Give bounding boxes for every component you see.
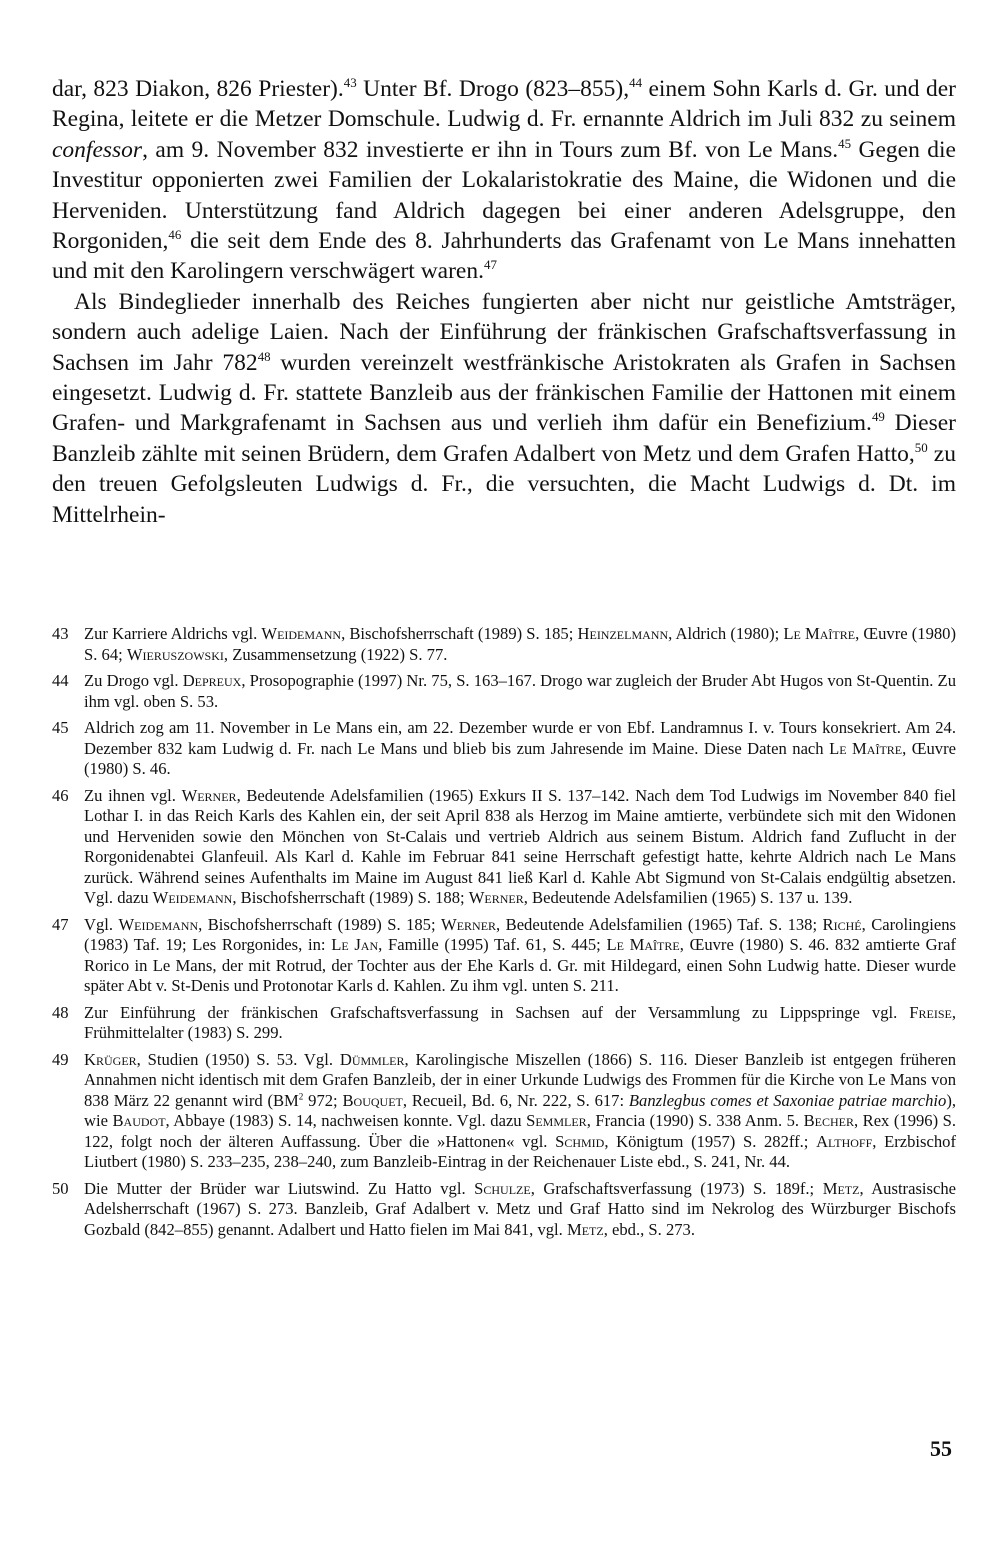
- footnote-ref-50[interactable]: 50: [914, 439, 928, 455]
- footnote-number: 48: [52, 1002, 69, 1022]
- footnote-47: 47 Vgl. Weidemann, Bischofsherrschaft (1989) S. 185; Werner, Bedeutende Adelsfamilien (1965) Taf. S. 138; Riché, Carolingiens (1983) Taf. 19; Les Rorgonides, in: Le Jan, Famille (1995) Taf. 61, S. 445; Le Maître, Œuvre (1980) S. 46. 832 amtierte Graf Rorico in Le Mans, der mit Rotrud, der Tochter aus der Ehe Karls d. Gr. mit Hildegard, einen Sohn Ludwig hatte. Dieser wurde später Abt v. St-Denis und Protonotar Karls d. Kahlen. Zu ihm vgl. unten S. 211.: [52, 914, 957, 995]
- footnotes: [52, 624, 956, 1246]
- paragraph-1: dar, 823 Diakon, 826 Priester).$^{43}$ Unter Bf. Drogo (823–855),$^{44}$ einem Sohn Karls d. Gr. und der Regina, leitete er die Metzer Domschule. Ludwig d. Fr. ernannte Aldrich im Juli 832 zu seinem confessor, am 9. November 832 investierte er ihn in Tours zum Bf. von Le Mans.$^{45}$ Gegen die Investitur opponierten zwei Familien der Lokalaristokratie des Maine, die Widonen und die Herveniden. Unterstützung fand Aldrich dagegen bei einer anderen Adelsgruppe, den Rorgoniden,$^{46}$ die seit dem Ende des 8. Jahrhunderts das Grafenamt von Le Mans innehatten und mit den Karolingern verschwägert waren.$^{47}$: [52, 74, 956, 285]
- page-number: 55: [930, 1436, 952, 1461]
- footnote-49: 49 Krüger, Studien (1950) S. 53. Vgl. Dümmler, Karolingische Miszellen (1866) S. 116. Dieser Banzleib ist entgegen früheren Annahmen nicht identisch mit dem Grafen Banzleib, der in einer Urkunde Ludwigs des Frommen für die Kirche von Le Mans von 838 März 22 genannt wird ($BM^2$ 972; Bouquet, Recueil, Bd. 6, Nr. 222, S. 617: Banzlegbus comes et Saxoniae patriae marchio), wie Baudot, Abbaye (1983) S. 14, nachweisen konnte. Vgl. dazu Semmler, Francia (1990) S. 338 Anm. 5. Becher, Rex (1996) S. 122, folgt noch der älteren Auffassung. Über die »Hattonen« vgl. Schmid, Königtum (1957) S. 282ff.; Althoff, Erzbischof Liutbert (1980) S. 233–235, 238–240, zum Banzleib-Eintrag in der Reichenauer Liste ebd., S. 241, Nr. 44.: [52, 1049, 957, 1171]
- footnote-ref-46[interactable]: 46: [168, 226, 182, 242]
- footnote-ref-48[interactable]: 48: [257, 348, 271, 364]
- footnote-number: 49: [52, 1049, 69, 1069]
- footnote-ref-45[interactable]: 45: [838, 135, 852, 151]
- footnote-ref-47[interactable]: 47: [484, 257, 497, 273]
- footnote-50: 50 Die Mutter der Brüder war Liutswind. Zu Hatto vgl. Schulze, Grafschaftsverfassung (1973) S. 189f.; Metz, Austrasische Adelsherrschaft (1967) S. 273. Banzleib, Graf Adalbert v. Metz und Graf Hatto sind im Nekrolog des Würzburger Bischofs Gozbald (842–855) genannt. Adalbert und Hatto fielen im Mai 841, vgl. Metz, ebd., S. 273.: [52, 1178, 956, 1239]
- main-text: [52, 74, 956, 530]
- footnote-ref-49[interactable]: 49: [871, 409, 885, 425]
- footnote-ref-44[interactable]: 44: [629, 74, 643, 90]
- footnote-number: 50: [52, 1178, 69, 1198]
- footnote-number: 43: [52, 624, 69, 643]
- footnote-number: 45: [52, 718, 69, 737]
- paragraph-2: Als Bindeglieder innerhalb des Reiches fungierten aber nicht nur geistliche Amtsträger, sondern auch adelige Laien. Nach der Einführung der fränkischen Grafschaftsverfassung in Sachsen im Jahr $782^{48}$ wurden vereinzelt westfränkische Aristokraten als Grafen in Sachsen eingesetzt. Ludwig d. Fr. stattete Banzleib aus der fränkischen Familie der Hattonen mit einem Grafen- und Markgrafenamt in Sachsen aus und verlieh ihm dafür ein Benefizium.$^{49}$ Dieser Banzleib zählte mit seinen Brüdern, dem Grafen Adalbert von Metz und dem Grafen Hatto,$^{50}$ zu den treuen Gefolgsleuten Ludwigs d. Fr., die versuchten, die Macht Ludwigs d. Dt. im Mittelrhein-: [52, 288, 956, 528]
- footnote-43: 43 Zur Karriere Aldrichs vgl. Weidemann, Bischofsherrschaft (1989) S. 185; Heinzelmann, Aldrich (1980); Le Maître, Œuvre (1980) S. 64; Wieruszowski, Zusammensetzung (1922) S. 77.: [52, 624, 957, 664]
- footnote-ref-43[interactable]: 43: [343, 74, 357, 90]
- footnote-number: 46: [52, 785, 69, 805]
- footnote-number: 44: [52, 671, 69, 690]
- footnote-46: 46 Zu ihnen vgl. Werner, Bedeutende Adelsfamilien (1965) Exkurs II S. 137–142. Nach dem Tod Ludwigs im November 840 fiel Lothar I. in das Reich Karls des Kahlen ein, der seit April 838 als Herzog im Maine amtierte, verbündete sich mit den Widonen und Herveniden sowie den Mönchen von St-Calais und vertrieb Aldrich aus seinem Bistum. Aldrich fand Zuflucht in der Rorgonidenabtei Glanfeuil. Als Karl d. Kahle im Februar 841 seine Herrschaft gefestigt hatte, kehrte Aldrich nach Le Mans zurück. Während seines Aufenthalts im Maine im August 841 ließ Karl d. Kahle Abt Sigmund von St-Calais endgültig absetzen. Vgl. dazu Weidemann, Bischofsherrschaft (1989) S. 188; Werner, Bedeutende Adelsfamilien (1965) S. 137 u. 139.: [52, 785, 956, 907]
- footnote-number: 47: [52, 914, 69, 934]
- footnote-48: 48 Zur Einführung der fränkischen Grafschaftsverfassung in Sachsen auf der Versammlung zu Lippspringe vgl. Freise, Frühmittelalter (1983) S. 299.: [52, 1002, 956, 1042]
- footnote-45: 45 Aldrich zog am 11. November in Le Mans ein, am 22. Dezember wurde er von Ebf. Landramnus I. v. Tours konsekriert. Am 24. Dezember 832 kam Ludwig d. Fr. nach Le Mans und blieb bis zum Jahresende im Maine. Diese Daten nach Le Maître, Œuvre (1980) S. 46.: [52, 718, 956, 778]
- footnote-44: 44 Zu Drogo vgl. Depreux, Prosopographie (1997) Nr. 75, S. 163–167. Drogo war zugleich der Bruder Abt Hugos von St-Quentin. Zu ihm vgl. oben S. 53.: [52, 671, 956, 711]
